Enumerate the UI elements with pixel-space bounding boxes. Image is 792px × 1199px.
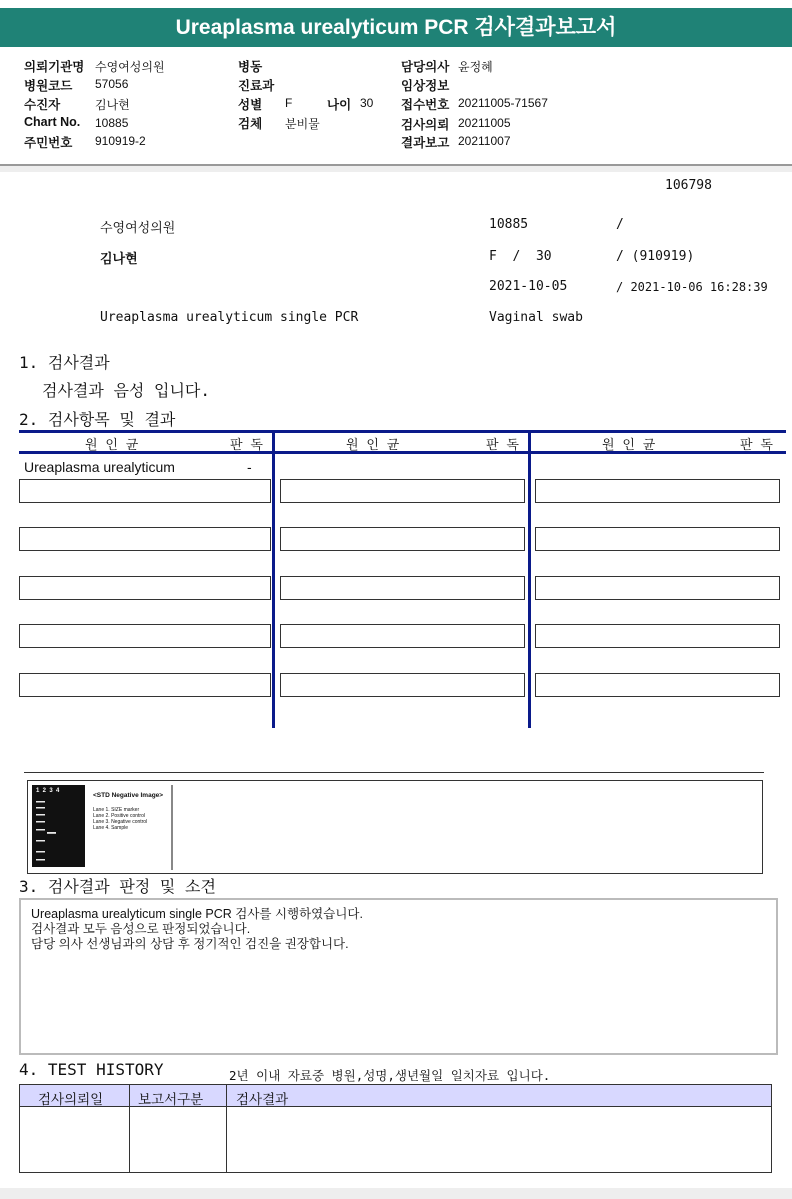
- value-receipt-no: 20211005-71567: [458, 96, 548, 110]
- value-resident-no: 910919-2: [95, 134, 146, 148]
- summary-sex-age: F / 30: [489, 249, 552, 264]
- label-receipt-no: 접수번호: [401, 98, 450, 112]
- empty-result-box: [535, 673, 780, 697]
- empty-result-box: [19, 479, 271, 503]
- col3-organism-header: 원 인 균: [602, 438, 656, 453]
- col1-result-header: 판 독: [230, 438, 263, 453]
- report-title: Ureaplasma urealyticum PCR 검사결과보고서: [0, 8, 792, 47]
- label-age: 나이: [327, 98, 352, 112]
- table-col-divider-2: [528, 430, 531, 728]
- empty-result-box: [280, 527, 525, 551]
- value-patient: 김나현: [95, 98, 130, 112]
- empty-result-box: [19, 527, 271, 551]
- label-sex: 성별: [238, 98, 263, 112]
- gel-bands: [32, 785, 85, 867]
- gel-lane-2: Lane 2. Positive control: [93, 813, 145, 819]
- col2-result-header: 판 독: [486, 438, 519, 453]
- summary-patient: 김나현: [100, 252, 138, 267]
- empty-result-box: [19, 576, 271, 600]
- label-chart-no: Chart No.: [24, 115, 81, 129]
- value-request-date: 20211005: [458, 116, 511, 130]
- gel-lane-3: Lane 3. Negative control: [93, 819, 148, 825]
- organism-result: -: [247, 459, 252, 475]
- gel-lane-1: Lane 1. SIZE marker: [93, 807, 140, 813]
- label-doctor: 담당의사: [401, 60, 450, 74]
- value-specimen: 분비물: [285, 117, 320, 131]
- value-age: 30: [360, 96, 374, 110]
- summary-clinic: 수영여성의원: [100, 221, 176, 236]
- image-divider: [24, 772, 764, 773]
- history-note: 2년 이내 자료중 병원,성명,생년월일 일치자료 입니다.: [229, 1068, 551, 1083]
- gel-legend: [85, 785, 173, 870]
- patient-info-header: [0, 48, 792, 166]
- empty-result-box: [535, 624, 780, 648]
- empty-result-box: [280, 479, 525, 503]
- summary-test-name: Ureaplasma urealyticum single PCR: [100, 310, 359, 325]
- col1-organism-header: 원 인 균: [85, 438, 139, 453]
- findings-box: [19, 898, 778, 1055]
- summary-reported: / 2021-10-06 16:28:39: [616, 280, 768, 294]
- table-top-line: [19, 430, 786, 433]
- label-department: 진료과: [238, 79, 275, 93]
- empty-result-box: [535, 527, 780, 551]
- label-institution: 의뢰기관명: [24, 60, 85, 74]
- col3-result-header: 판 독: [740, 438, 773, 453]
- organism-name: Ureaplasma urealyticum: [24, 459, 175, 475]
- value-doctor: 윤정혜: [458, 60, 493, 74]
- document-number: 106798: [665, 178, 712, 193]
- label-request-date: 검사의뢰: [401, 118, 450, 132]
- label-hospital-code: 병원코드: [24, 79, 73, 93]
- summary-birth: / (910919): [616, 249, 695, 264]
- section1-title: 1. 검사결과: [19, 353, 110, 372]
- label-specimen: 검체: [238, 117, 263, 131]
- table-col-divider-1: [272, 430, 275, 728]
- header-separator: [0, 166, 792, 172]
- finding-line-3: 담당 의사 선생님과의 상담 후 정기적인 검진을 권장합니다.: [31, 937, 349, 951]
- history-col-request-date: 검사의뢰일: [38, 1092, 104, 1108]
- section2-title: 2. 검사항목 및 결과: [19, 410, 176, 429]
- label-ward: 병동: [238, 60, 263, 74]
- empty-result-box: [280, 624, 525, 648]
- col2-organism-header: 원 인 균: [346, 438, 400, 453]
- summary-received: 2021-10-05: [489, 279, 568, 294]
- gel-lane-4: Lane 4. Sample: [93, 825, 129, 831]
- empty-result-box: [19, 624, 271, 648]
- empty-result-box: [535, 576, 780, 600]
- label-resident-no: 주민번호: [24, 136, 73, 150]
- gel-image: [32, 785, 85, 867]
- section1-result-text: 검사결과 음성 입니다.: [42, 381, 211, 400]
- value-hospital-code: 57056: [95, 77, 129, 91]
- empty-result-box: [535, 479, 780, 503]
- value-institution: 수영여성의원: [95, 60, 165, 74]
- footer-bar: [0, 1188, 792, 1199]
- history-table-body: [19, 1107, 772, 1173]
- label-clinical-info: 임상정보: [401, 79, 450, 93]
- gel-legend-title: <STD Negative Image>: [93, 792, 164, 799]
- finding-line-1: Ureaplasma urealyticum single PCR 검사를 시행하였습니다.: [31, 907, 363, 921]
- value-report-date: 20211007: [458, 134, 511, 148]
- section3-title: 3. 검사결과 판정 및 소견: [19, 877, 216, 896]
- empty-result-box: [19, 673, 271, 697]
- empty-result-box: [280, 673, 525, 697]
- finding-line-2: 검사결과 모두 음성으로 판정되었습니다.: [31, 922, 251, 936]
- gel-lane-numbers: 1 2 3 4: [36, 788, 60, 794]
- history-table-header: [19, 1084, 772, 1107]
- value-chart-no: 10885: [95, 116, 129, 130]
- summary-separator: /: [616, 217, 624, 232]
- section4-title: 4. TEST HISTORY: [19, 1060, 164, 1079]
- summary-chart: 10885: [489, 217, 529, 232]
- history-col-result: 검사결과: [236, 1092, 289, 1108]
- empty-result-box: [280, 576, 525, 600]
- summary-specimen: Vaginal swab: [489, 310, 583, 325]
- label-report-date: 결과보고: [401, 136, 450, 150]
- label-patient: 수진자: [24, 98, 61, 112]
- value-sex: F: [285, 96, 293, 110]
- history-col-report-type: 보고서구분: [138, 1092, 204, 1108]
